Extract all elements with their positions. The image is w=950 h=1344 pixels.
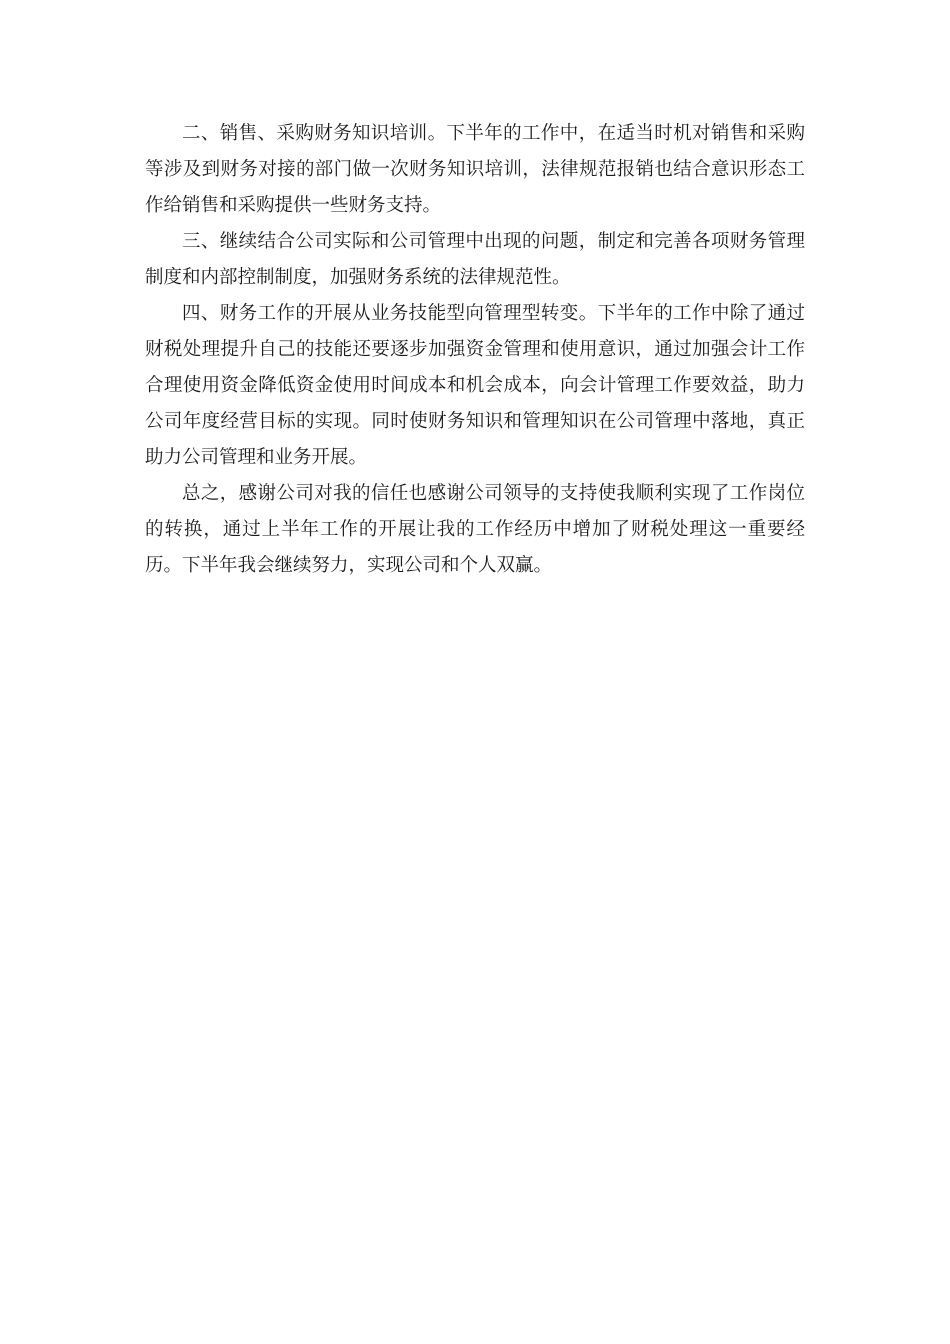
paragraph-conclusion: 总之，感谢公司对我的信任也感谢公司领导的支持使我顺利实现了工作岗位的转换，通过上半年工作的开展让我的工作经历中增加了财税处理这一重要经历。下半年我会继续努力，实现公司和个人双赢。 — [145, 483, 805, 576]
paragraph-transformation: 四、财务工作的开展从业务技能型向管理型转变。下半年的工作中除了通过财税处理提升自己的技能还要逐步加强资金管理和使用意识，通过加强会计工作合理使用资金降低资金使用时间成本和机会成本，向会计管理工作要效益，助力公司年度经营目标的实现。同时使财务知识和管理知识在公司管理中落地，真正助力公司管理和业务开展。 — [145, 303, 805, 468]
paragraph-training: 二、销售、采购财务知识培训。下半年的工作中，在适当时机对销售和采购等涉及到财务对接的部门做一次财务知识培训，法律规范报销也结合意识形态工作给销售和采购提供一些财务支持。 — [145, 123, 805, 216]
document-body — [145, 116, 805, 584]
paragraph-management-system: 三、继续结合公司实际和公司管理中出现的问题，制定和完善各项财务管理制度和内部控制制度，加强财务系统的法律规范性。 — [145, 231, 805, 288]
